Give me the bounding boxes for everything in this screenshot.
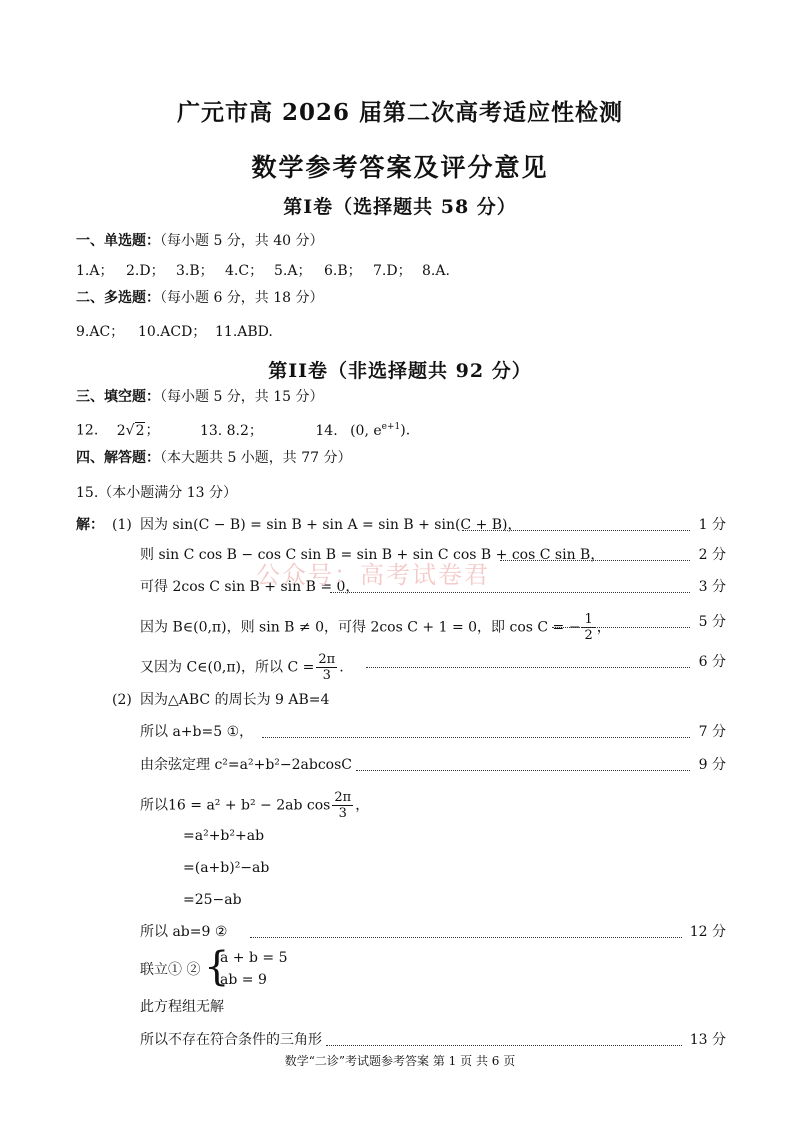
step-4 <box>140 612 611 643</box>
dot-leader <box>356 770 690 771</box>
dot-leader <box>552 627 690 628</box>
conclusion-line: 所以不存在符合条件的三角形 <box>140 1032 322 1048</box>
answer-item: 7.D； <box>373 263 412 279</box>
single-choice-label: 一、单选题： <box>76 233 160 249</box>
fill-blank-heading <box>76 387 324 407</box>
score-7: 7 分 <box>698 724 726 740</box>
multi-choice-answers <box>76 322 273 342</box>
q14-base: (0, e <box>350 422 382 439</box>
score-6: 6 分 <box>698 654 726 670</box>
answer-item: 9.AC； <box>76 324 125 340</box>
dot-leader <box>366 667 690 668</box>
q12-number: 12. <box>76 422 99 439</box>
step-4-text: 因为 B∈(0,π)，则 sin B ≠ 0，可得 2cos C + 1 = 0，即 cos C = − <box>140 619 581 636</box>
step-4-end: ， <box>596 619 611 636</box>
equation-line: =25−ab <box>183 892 242 908</box>
score-9: 9 分 <box>698 757 726 773</box>
fraction-denominator: 3 <box>338 806 347 821</box>
q14-close: ). <box>400 422 411 439</box>
equation-line: =(a+b)²−ab <box>183 860 270 876</box>
dot-leader <box>262 737 690 738</box>
exam-title: 广元市高 2026 届第二次高考适应性检测 <box>176 99 624 126</box>
answer-item: 4.C； <box>225 263 264 279</box>
single-choice-note: （每小题 5 分，共 40 分） <box>160 233 324 249</box>
system-brace: { <box>204 944 230 990</box>
score-3: 3 分 <box>698 579 726 595</box>
fraction <box>316 652 337 683</box>
q14-exponent: e+1 <box>381 422 401 432</box>
jie-label: 解： <box>76 517 104 533</box>
step-3: 可得 2cos C sin B + sin B = 0， <box>140 579 360 595</box>
score-1: 1 分 <box>698 517 726 533</box>
solve-note: （本大题共 5 小题，共 77 分） <box>160 450 352 466</box>
multi-choice-heading <box>76 288 324 308</box>
answer-item: 10.ACD； <box>138 324 207 340</box>
fraction-numerator: 2π <box>334 790 352 805</box>
step-9: 由余弦定理 c²=a²+b²−2abcosC <box>140 757 353 773</box>
step-10-text: 所以16 = a² + b² − 2ab cos <box>140 797 331 814</box>
step-10 <box>140 790 369 821</box>
q14-number: 14. <box>315 422 338 439</box>
exam-subtitle: 数学参考答案及评分意见 <box>251 153 549 182</box>
solve-heading <box>76 448 352 468</box>
single-choice-heading <box>76 231 324 251</box>
fraction <box>332 790 353 821</box>
multi-choice-note: （每小题 6 分，共 18 分） <box>160 290 324 306</box>
fraction-denominator: 3 <box>322 668 331 683</box>
watermark: 公众号：高考试卷君 <box>256 561 490 589</box>
step-2: 则 sin C cos B − cos C sin B = sin B + sin C cos B + cos C sin B， <box>140 547 605 563</box>
fill-blank-note: （每小题 5 分，共 15 分） <box>160 389 324 405</box>
combine-label: 联立① ② <box>140 962 201 978</box>
step-5-end: . <box>339 659 344 676</box>
dot-leader <box>326 1045 682 1046</box>
part2-first-line: 因为△ABC 的周长为 9 AB=4 <box>140 692 330 708</box>
step-5 <box>140 652 344 683</box>
fill-blank-label: 三、填空题： <box>76 389 160 405</box>
score-2: 2 分 <box>698 547 726 563</box>
system-equation-1: a + b = 5 <box>220 950 288 966</box>
step-10-end: ， <box>355 797 370 814</box>
q13-answer: 13. 8.2； <box>199 422 263 439</box>
step-7: 所以 a+b=5 ①， <box>140 724 254 740</box>
solve-label: 四、解答题： <box>76 450 160 466</box>
single-choice-answers <box>76 261 450 281</box>
multi-choice-label: 二、多选题： <box>76 290 160 306</box>
answer-item: 8.A. <box>422 263 450 279</box>
score-12: 12 分 <box>689 924 726 940</box>
step-5-text: 又因为 C∈(0,π)，所以 C = <box>140 659 315 676</box>
dot-leader <box>462 530 690 531</box>
q12-radicand: 2 <box>135 422 145 439</box>
answer-item: 11.ABD. <box>215 324 273 340</box>
page-footer: 数学“二诊”考试题参考答案 第 1 页 共 6 页 <box>284 1054 516 1068</box>
score-13: 13 分 <box>689 1032 726 1048</box>
dot-leader <box>330 592 690 593</box>
part2-label: (2) <box>112 692 132 708</box>
answer-item: 3.B； <box>176 263 214 279</box>
sqrt-symbol: √ <box>125 422 135 439</box>
fraction-denominator: 2 <box>584 628 593 643</box>
fraction-numerator: 1 <box>584 612 593 627</box>
no-solution-line: 此方程组无解 <box>140 999 224 1015</box>
q12-semicolon: ； <box>145 422 160 439</box>
dot-leader <box>500 560 690 561</box>
dot-leader <box>250 937 682 938</box>
part2-title: 第II卷（非选择题共 92 分） <box>268 360 532 382</box>
part1-label: (1) <box>112 517 132 533</box>
system-equation-2: ab = 9 <box>220 972 267 988</box>
part1-title: 第I卷（选择题共 58 分） <box>283 196 517 218</box>
step-1: 因为 sin(C − B) = sin B + sin A = sin B + sin(C + B)， <box>140 517 522 533</box>
score-5: 5 分 <box>698 614 726 630</box>
q15-title: 15.（本小题满分 13 分） <box>76 485 237 501</box>
fraction-numerator: 2π <box>318 652 336 667</box>
fill-blank-answers <box>76 417 410 441</box>
q12-coefficient: 2 <box>116 422 126 439</box>
step-12: 所以 ab=9 ② <box>140 924 228 940</box>
answer-item: 2.D； <box>126 263 165 279</box>
answer-item: 6.B； <box>324 263 362 279</box>
answer-item: 5.A； <box>274 263 312 279</box>
answer-item: 1.A； <box>76 263 114 279</box>
equation-line: =a²+b²+ab <box>183 828 265 844</box>
